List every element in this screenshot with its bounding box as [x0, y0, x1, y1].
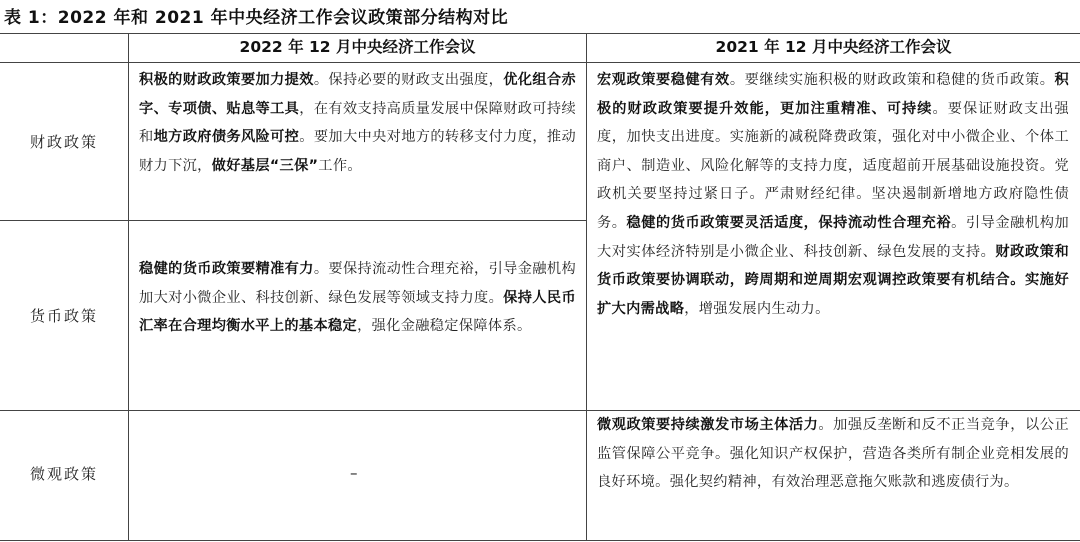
body-text: 。引导金融机构加大对实体经济特别是小微企业、科技创新、绿色发展的支持。: [597, 214, 1069, 260]
body-text: 。要加大中央对地方的转移支付力度，推动财力下沉，: [139, 129, 576, 174]
cell-fiscal-2022: [139, 66, 576, 180]
cell-micro-2021: [597, 411, 1069, 497]
body-text: 。加强反垄断和反不正当竞争，以公正监管保障公平竞争。强化知识产权保护，营造各类所有制企业竞相发展的良好环境。强化契约精神，有效治理恶意拖欠账款和逃废债行为。: [597, 417, 1069, 491]
emphasis-text: 宏观政策要稳健有效: [597, 72, 730, 88]
col-divider-2: [586, 33, 587, 540]
emphasis-text: 微观政策要持续激发市场主体活力: [597, 417, 819, 433]
row-label-fiscal: 财政政策: [29, 133, 98, 151]
table-title: 表 1：2022 年和 2021 年中央经济工作会议政策部分结构对比: [4, 8, 509, 28]
emphasis-text: 稳健的货币政策要灵活适度，保持流动性合理充裕: [626, 214, 952, 231]
body-text: 。要继续实施积极的财政政策和稳健的货币政策。: [729, 72, 1055, 88]
rule-bottom: [0, 540, 1080, 541]
cell-fiscal-monetary-2021: [597, 66, 1069, 323]
body-text: ，强化金融稳定保障体系。: [357, 318, 532, 335]
cell-micro-2022-empty: –: [350, 464, 358, 482]
header-2021: 2021 年 12 月中央经济工作会议: [715, 38, 952, 56]
emphasis-text: 稳健的货币政策要精准有力: [139, 261, 314, 277]
emphasis-text: 积极的财政政策要加力提效: [139, 72, 314, 88]
body-text: 工作。: [318, 157, 362, 174]
emphasis-text: 积极的财政政策要提升效能，更加注重精准、可持续: [597, 72, 1069, 117]
emphasis-text: 做好基层“三保”: [211, 157, 319, 174]
emphasis-text: 优化组合赤字、专项债、贴息等工具: [139, 72, 576, 117]
cell-monetary-2022: [139, 255, 576, 341]
body-text: 。保持必要的财政支出强度，: [313, 72, 504, 88]
header-2022: 2022 年 12 月中央经济工作会议: [239, 38, 476, 56]
body-text: ，在有效支持高质量发展中保障财政可持续和: [139, 100, 576, 146]
body-text: ，增强发展内生动力。: [684, 300, 830, 317]
rule-fiscal-monetary-left: [0, 220, 586, 221]
row-label-micro: 微观政策: [29, 465, 98, 483]
row-label-monetary: 货币政策: [29, 307, 98, 325]
emphasis-text: 地方政府债务风险可控: [153, 129, 300, 146]
col-divider-1: [128, 33, 129, 540]
body-text: 。要保持流动性合理充裕，引导金融机构加大对小微企业、科技创新、绿色发展等领域支持力度。: [139, 261, 576, 306]
rule-header: [0, 62, 1080, 63]
body-text: 。要保证财政支出强度，加快支出进度。实施新的减税降费政策，强化对中小微企业、个体工商户、制造业、风险化解等的支持力度，适度超前开展基础设施投资。党政机关要坚持过紧日子。严肃财经纪律。坚决遏制新增地方政府隐性债务。: [597, 100, 1069, 231]
emphasis-text: 保持人民币汇率在合理均衡水平上的基本稳定: [139, 289, 576, 335]
emphasis-text: 财政政策和货币政策要协调联动，跨周期和逆周期宏观调控政策要有机结合。实施好扩大内需战略: [597, 243, 1069, 317]
